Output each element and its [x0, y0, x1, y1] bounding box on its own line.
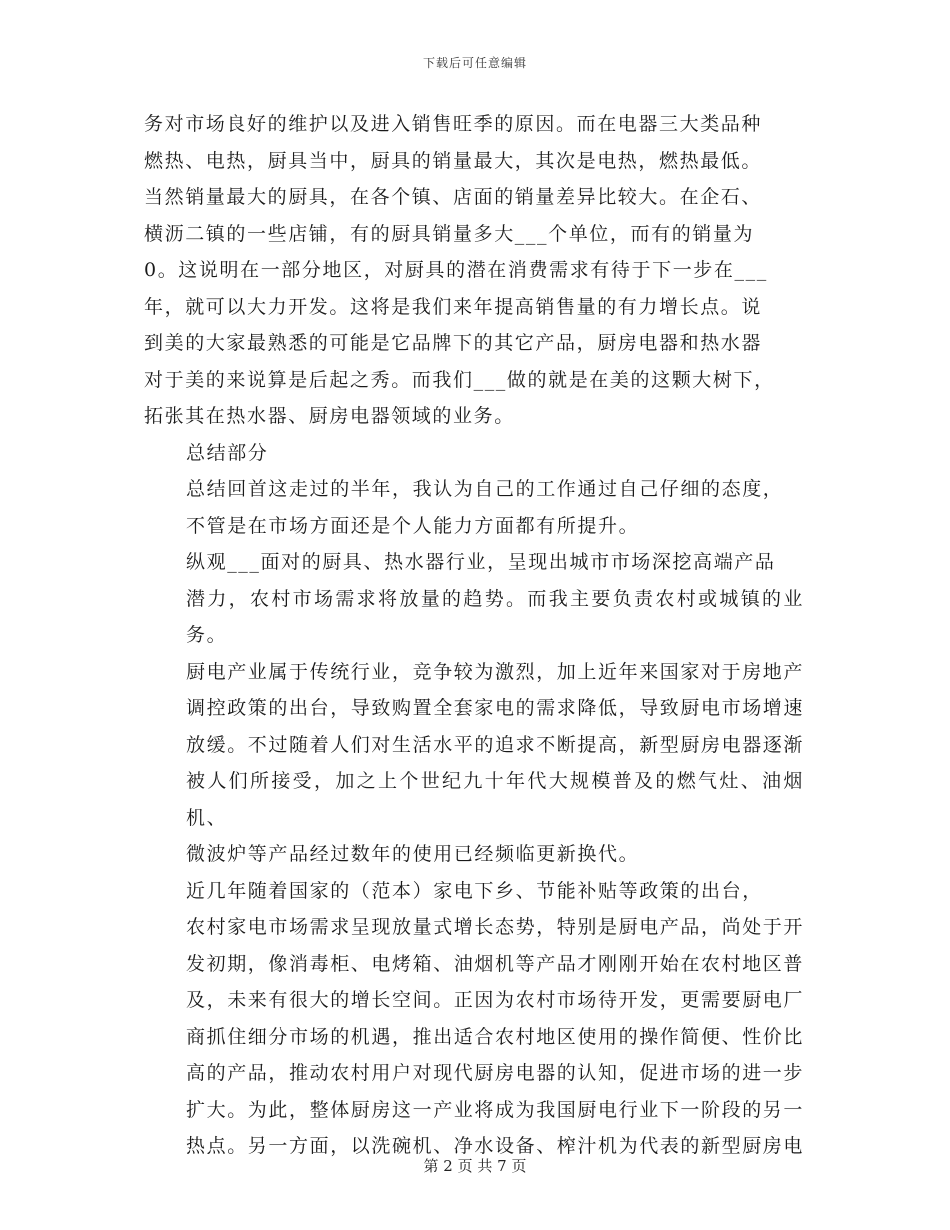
page-number-footer: 第 2 页 共 7 页 [423, 1157, 527, 1175]
document-body [144, 106, 804, 1165]
paragraph-summary: 总结回首这走过的半年，我认为自己的工作通过自己仔细的态度， 不管是在市场方面还是个人能力方面都有所提升。 [186, 478, 784, 537]
page-header: 下载后可任意编辑 [422, 56, 527, 70]
paragraph-rural-market: 近几年随着国家的（范本）家电下乡、节能补贴等政策的出台， 农村家电市场需求呈现放量式增长态势，特别是厨电产品，尚处于开 发初期，像消毒柜、电烤箱、油烟机等产品才刚刚开始在农村地区普 及，未来有很大的增长空间。正因为农村市场待开发，更需要厨电厂 商抓住细分市场的机遇，推出适合农村地区使用的操作简便、性价比 高的产品，推动农村用户对现代厨房电器的认知，促进市场的进一步 扩大。为此，整体厨房这一产业将成为我国厨电行业下一阶段的另一 热点。另一方面，以洗碗机、净水设备、榨汁机为代表的新型厨房电 [186, 879, 805, 1157]
paragraph-intro-continued: 务对市场良好的维护以及进入销售旺季的原因。而在电器三大类品种 燃热、电热，厨具当中，厨具的销量最大，其次是电热，燃热最低。 当然销量最大的厨具，在各个镇、店面的销量差异比较大。在企石、 横沥二镇的一些店铺，有的厨具销量多大___个单位，而有的销量为 0。这说明在一部分地区，对厨具的潜在消费需求有待于下一步在___ 年，就可以大力开发。这将是我们来年提高销售量的有力增长点。说 到美的大家最熟悉的可能是它品牌下的其它产品，厨房电器和热水器 对于美的来说算是后起之秀。而我们___做的就是在美的这颗大树下， 拓张其在热水器、厨房电器领域的业务。 [144, 113, 775, 427]
paragraph-industry-overview: 纵观___面对的厨具、热水器行业，呈现出城市市场深挖高端产品 潜力，农村市场需求将放量的趋势。而我主要负责农村或城镇的业务。 厨电产业属于传统行业，竞争较为激烈，加上近年来国家对于房地产 调控政策的出台，导致购置全套家电的需求降低，导致厨电市场增速 放缓。不过随着人们对生活水平的追求不断提高，新型厨房电器逐渐 被人们所接受，加之上个世纪九十年代大规模普及的燃气灶、油烟机、 微波炉等产品经过数年的使用已经频临更新换代。 [186, 551, 805, 865]
section-heading-summary: 总结部分 [186, 441, 269, 464]
